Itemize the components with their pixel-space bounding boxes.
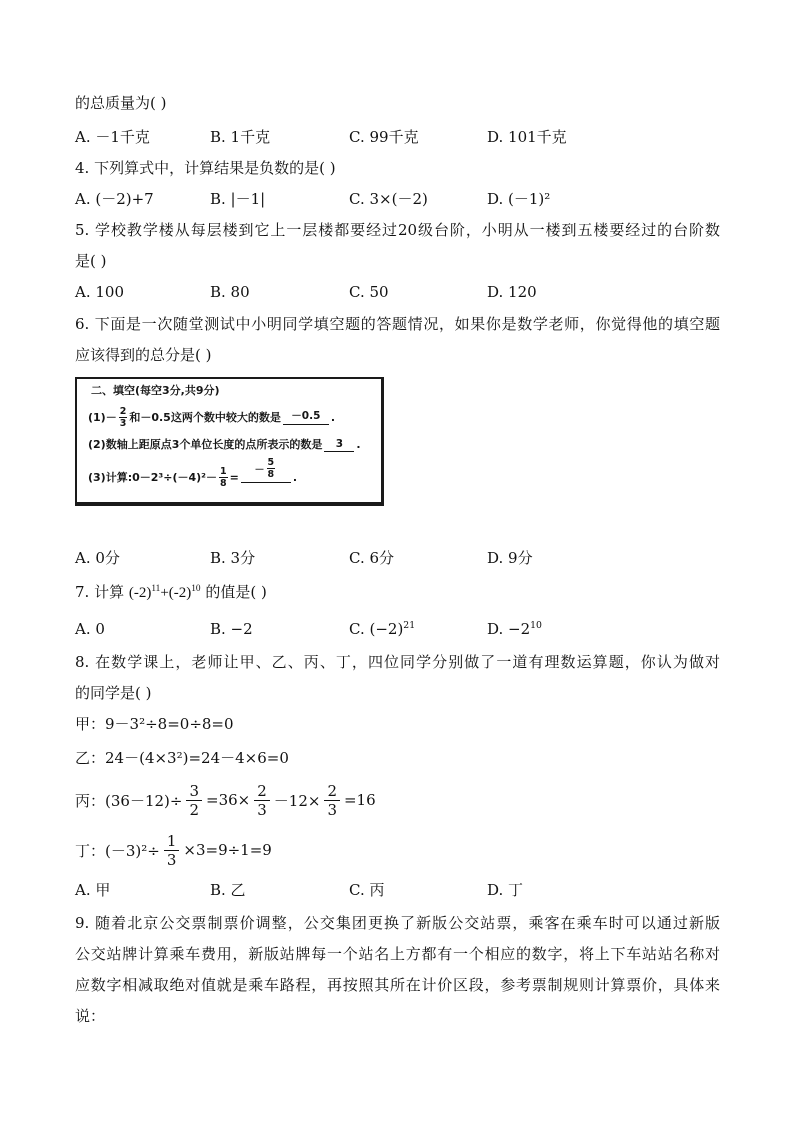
figure-item-1-fraction: [119, 406, 128, 429]
figure-item-1-suffix: .: [330, 410, 336, 424]
q4-stem: 4. 下列算式中，计算结果是负数的是( ): [75, 159, 336, 177]
bing-part-2: =36×: [206, 791, 251, 809]
q7-option-d: [487, 617, 542, 641]
q9-stem-line1: 9. 随着北京公交票制票价调整，公交集团更换了新版公交站票，乘客在乘车时可以通过新版: [75, 914, 720, 932]
fraction-numerator: 2: [119, 405, 127, 417]
q6-option-c: C. 6分: [349, 549, 395, 567]
figure-item-3-equals: =: [229, 470, 239, 484]
q5-options: [75, 280, 720, 304]
q6-options: [75, 546, 720, 570]
q7-exponent-2: 10: [191, 584, 201, 594]
fraction-denominator: 8: [267, 468, 275, 480]
bing-fraction-3: [324, 782, 340, 819]
q8-option-a: A. 甲: [75, 881, 111, 899]
q3-options: [75, 125, 720, 149]
ding-part-2: ×3=9÷1=9: [183, 841, 272, 859]
q6-option-a: A. 0分: [75, 549, 120, 567]
q8-option-b: B. 乙: [210, 881, 246, 899]
q3-option-a: A. －1千克: [75, 128, 150, 146]
figure-item-1-answer: －0.5: [291, 409, 321, 422]
q6-answer-sheet-figure: [75, 377, 384, 506]
figure-item-3-prefix: (3)计算:0－2³÷(－4)²－: [88, 471, 217, 484]
fraction-numerator: 5: [267, 456, 275, 468]
q5-option-b: B. 80: [210, 283, 250, 301]
q8-student-ding: [75, 828, 272, 872]
figure-item-1: [88, 403, 335, 431]
q8-stem-line1: 8. 在数学课上，老师让甲、乙、丙、丁，四位同学分别做了一道有理数运算题，你认为做对: [75, 653, 720, 671]
figure-heading: 二、填空(每空3分,共9分): [91, 384, 220, 397]
fraction-denominator: 3: [327, 800, 337, 819]
figure-item-2-text: (2)数轴上距原点3个单位长度的点所表示的数是: [88, 438, 323, 451]
q4-option-b: B. |－1|: [210, 190, 266, 208]
figure-item-1-blank: [283, 410, 329, 425]
ding-part-1: 丁：(－3)²÷: [75, 841, 160, 860]
q8-student-bing: [75, 778, 376, 822]
q4-option-a: A. (－2)+7: [75, 190, 154, 208]
q4-options: [75, 187, 720, 211]
figure-item-2-blank: [324, 437, 354, 452]
q7-option-c-exponent: 21: [403, 620, 416, 631]
q7-term-2: +(-2): [160, 585, 192, 601]
q7-options: [75, 617, 720, 641]
q7-exponent-1: 11: [151, 584, 161, 594]
q5-stem-line1: 5. 学校教学楼从每层楼到它上一层楼都要经过20级台阶，小明从一楼到五楼要经过的台阶数: [75, 221, 720, 239]
fraction-denominator: 3: [166, 850, 177, 869]
fraction-denominator: 3: [119, 417, 127, 429]
q3-option-c: C. 99千克: [349, 128, 419, 146]
fraction-denominator: 2: [189, 800, 199, 819]
fraction-numerator: 2: [324, 782, 340, 801]
q8-option-c: C. 丙: [349, 881, 385, 899]
figure-item-1-text: 和－0.5这两个数中较大的数是: [129, 411, 281, 424]
q7-option-c: [349, 617, 415, 641]
figure-item-2: [88, 433, 361, 455]
figure-item-1-prefix: (1)－: [88, 411, 117, 424]
fraction-denominator: 8: [219, 477, 227, 489]
q7-term-1: (-2): [128, 585, 152, 601]
q6-option-d: D. 9分: [487, 549, 533, 567]
fraction-denominator: 3: [257, 800, 267, 819]
q7-option-d-label: D. −2: [487, 620, 531, 638]
bing-fraction-2: [254, 782, 270, 819]
fraction-numerator: 2: [254, 782, 270, 801]
q8-option-d: D. 丁: [487, 881, 524, 899]
figure-item-3-suffix: .: [292, 470, 298, 484]
q8-options: [75, 878, 720, 902]
figure-item-3-answer: [241, 457, 291, 480]
q9-stem-line2: 公交站牌计算乘车费用，新版站牌每一个站名上方都有一个相应的数字，将上下车站站名称对: [75, 945, 720, 963]
q7-option-a: A. 0: [75, 620, 105, 638]
q7-stem-suffix: 的值是( ): [200, 583, 267, 601]
q7-option-c-label: C. (−2): [349, 620, 404, 638]
q5-option-a: A. 100: [75, 283, 124, 301]
q8-student-yi: 乙：24－(4×3²)=24－4×6=0: [75, 749, 289, 767]
q6-option-b: B. 3分: [210, 549, 256, 567]
q8-stem-line2: 的同学是( ): [75, 684, 152, 702]
q5-stem-line2: 是( ): [75, 252, 107, 270]
q4-option-c: C. 3×(－2): [349, 190, 428, 208]
figure-item-3-blank: [241, 456, 291, 483]
fraction-numerator: 3: [186, 782, 202, 801]
bing-fraction-1: [186, 782, 202, 819]
q5-option-d: D. 120: [487, 283, 537, 301]
ding-fraction: [164, 832, 180, 869]
q6-stem-line2: 应该得到的总分是( ): [75, 346, 212, 364]
bing-part-3: －12×: [273, 791, 321, 810]
fraction-numerator: 1: [219, 465, 227, 477]
figure-item-2-answer: 3: [335, 437, 344, 450]
q9-stem-line3: 应数字相减取绝对值就是乘车路程，再按照其所在计价区段，参考票制规则计算票价，具体来: [75, 976, 720, 994]
q3-stem-tail: 的总质量为( ): [75, 94, 167, 112]
fraction-numerator: 1: [164, 832, 180, 851]
figure-item-3: [88, 456, 298, 495]
figure-item-2-suffix: .: [356, 437, 361, 451]
q5-option-c: C. 50: [349, 283, 389, 301]
q7-stem: [75, 580, 267, 604]
q3-option-b: B. 1千克: [210, 128, 271, 146]
bing-part-1: 丙：(36－12)÷: [75, 791, 183, 810]
answer-fraction: [267, 457, 276, 480]
q4-option-d: D. (－1)²: [487, 190, 551, 208]
q7-option-b: B. −2: [210, 620, 253, 638]
q9-stem-line4: 说：: [75, 1007, 106, 1025]
q3-option-d: D. 101千克: [487, 128, 567, 146]
q8-student-jia: 甲：9－3²÷8=0÷8=0: [75, 715, 234, 733]
q6-stem-line1: 6. 下面是一次随堂测试中小明同学填空题的答题情况，如果你是数学老师，你觉得他的填空题: [75, 315, 720, 333]
q7-stem-prefix: 7. 计算: [75, 583, 129, 601]
answer-sign: －: [254, 464, 265, 476]
figure-item-3-fraction: [219, 466, 228, 489]
bing-part-4: =16: [343, 791, 376, 809]
q7-option-d-exponent: 10: [530, 620, 542, 631]
